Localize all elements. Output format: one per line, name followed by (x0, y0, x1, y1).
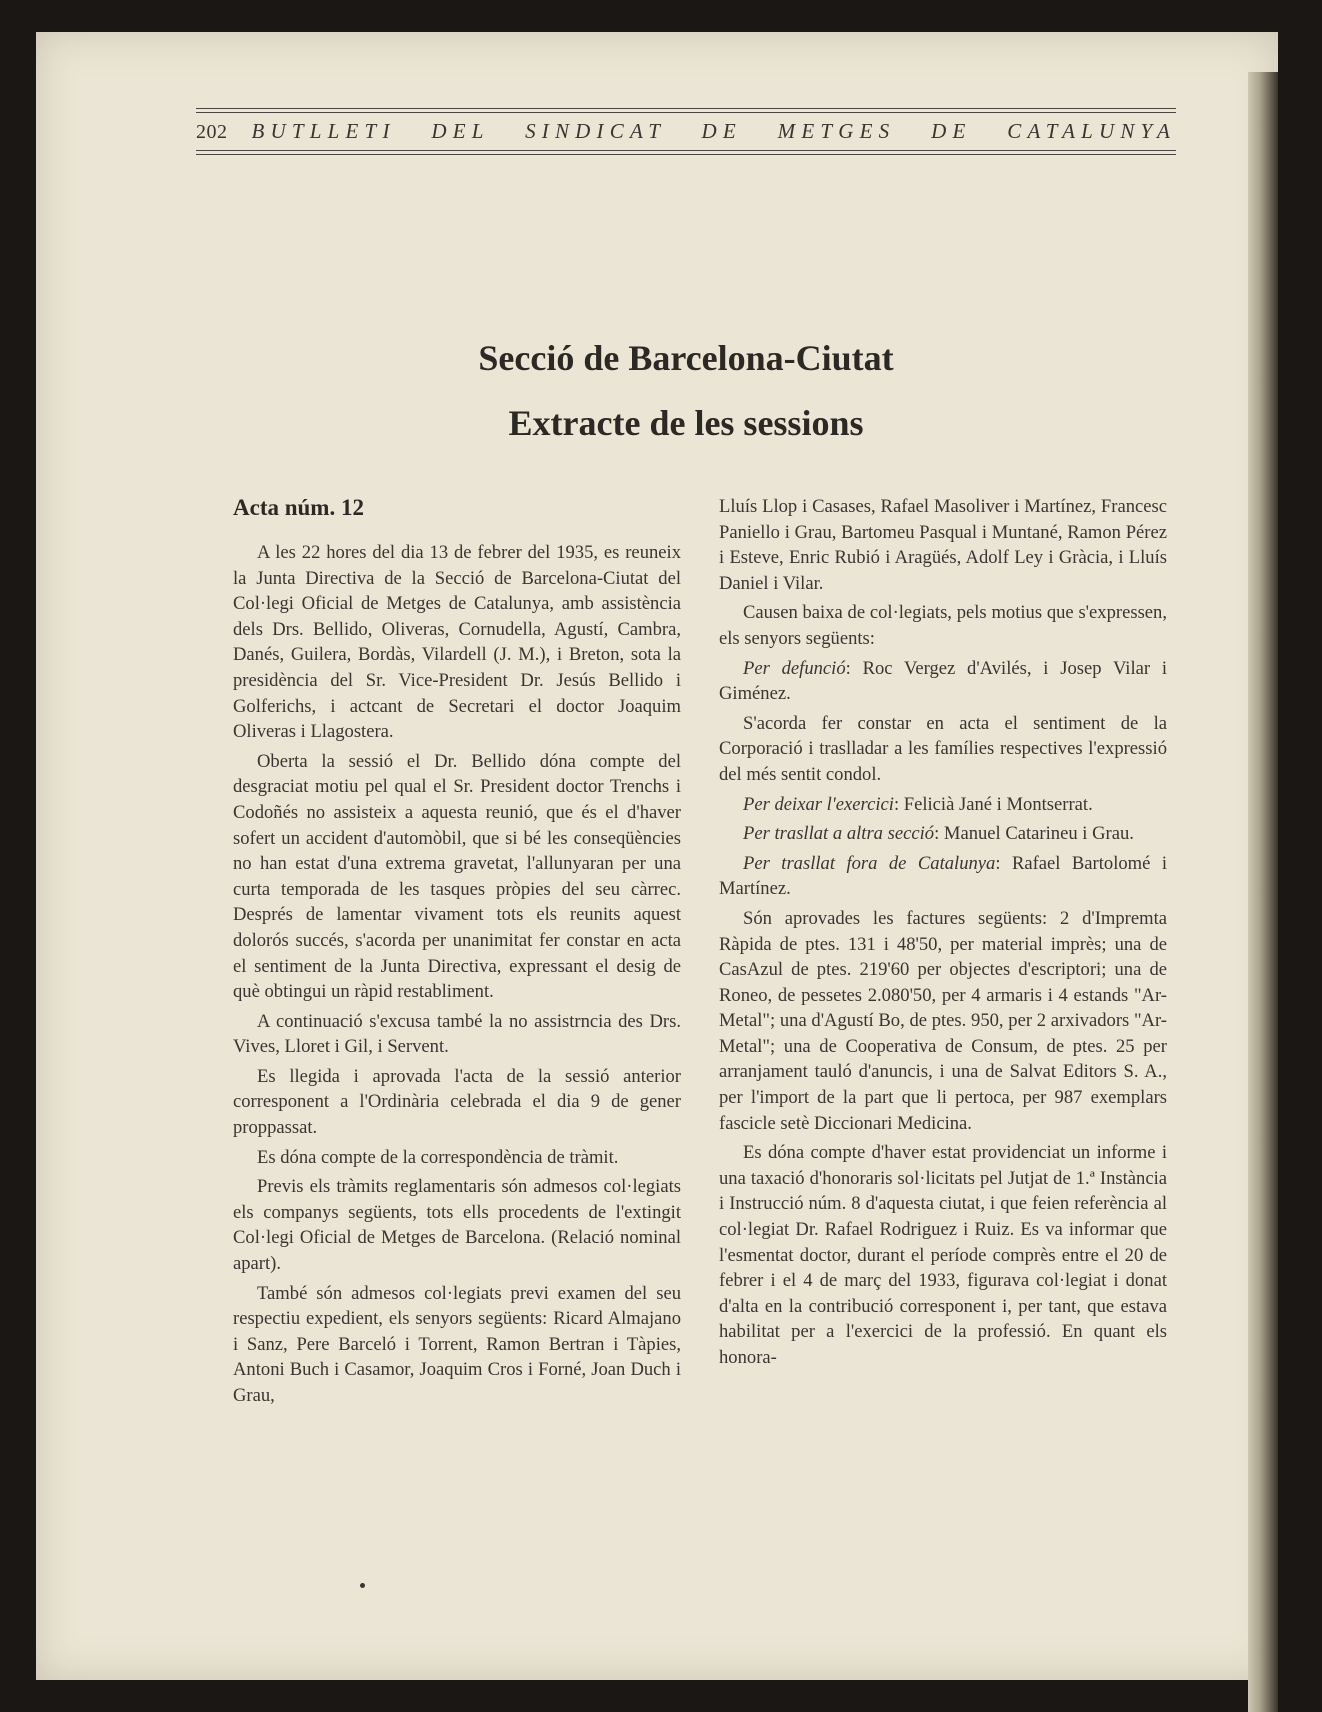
paragraph (719, 821, 1167, 847)
section-subtitle: Extracte de les sessions (508, 403, 864, 443)
header-rule (196, 150, 1176, 151)
paragraph-text: : Rafael Bartolomé i Martínez. (719, 852, 1167, 900)
acta-heading: Acta núm. 12 (233, 495, 364, 520)
italic-label: Per trasllat fora de Catalunya (743, 852, 996, 874)
paragraph: També són admesos col·legiats previ examen del seu respectiu expedient, els senyors següents: Ricard Almajano i Sanz, Pere Barceló i Torrent, Ramon Bertran i Tàpies, Antoni Buch i Casamor, Joaquim Cros i Forné, Joan Duch i Grau, (233, 1282, 681, 1406)
italic-label: Per defunció (743, 657, 846, 679)
header-rule (196, 154, 1176, 155)
paragraph (719, 792, 1167, 818)
page-number: 202 (196, 121, 228, 143)
paragraph: Són aprovades les factures següents: 2 d'Impremta Ràpida de ptes. 131 i 48'50, per material imprès; una de CasAzul de ptes. 219'60 per objectes d'escriptori; una de Roneo, de pessetes 2.080'50, per 4 armaris i 4 estands "Ar-Metal"; una d'Agustí Bo, de ptes. 950, per 2 arxivadors "Ar-Metal"; una de Cooperativa de Consum, de ptes. 25 per arranjament tauló d'anuncis, i una de Salvat Editors S. A., per l'import de la part que li pertoca, per 987 exemplars fascicle setè Diccionari Medicina. (719, 907, 1167, 1134)
paragraph: Lluís Llop i Casases, Rafael Masoliver i Martínez, Francesc Paniello i Grau, Bartomeu Pasqual i Muntané, Ramon Pérez i Esteve, Enric Rubió i Aragüés, Adolf Ley i Gràcia, i Lluís Daniel i Vilar. (719, 496, 1167, 594)
page-edge-shadow (1248, 72, 1278, 1712)
paragraph: Causen baixa de col·legiats, pels motius que s'expressen, els senyors següents: (719, 602, 1167, 649)
header-rule (196, 108, 1176, 109)
italic-label: Per trasllat a altra secció (743, 823, 935, 845)
paragraph: A les 22 hores del dia 13 de febrer del 1935, es reuneix la Junta Directiva de la Secció de Barcelona-Ciutat del Col·legi Oficial de Metges de Catalunya, amb assistència dels Drs. Bellido, Oliveras, Cornudella, Agustí, Cambra, Danés, Guilera, Bordàs, Vilardell (J. M.), i Breton, sota la presidència del Sr. Vice-President Dr. Jesús Bellido i Golferichs, i actcant de Secretari el doctor Joaquim Oliveras i Llagostera. (233, 542, 681, 743)
right-column (719, 494, 1167, 1375)
paragraph: Es dóna compte de la correspondència de tràmit. (257, 1146, 619, 1168)
paragraph: Es llegida i aprovada l'acta de la sessió anterior corresponent a l'Ordinària celebrada el dia 9 de gener proppassat. (233, 1065, 681, 1139)
paragraph: Previs els tràmits reglamentaris són admesos col·legiats els companys següents, tots ells procedents de l'extingit Col·legi Oficial de Metges de Barcelona. (Relació nominal apart). (233, 1176, 681, 1275)
paragraph-text: : Manuel Catarineu i Grau. (934, 823, 1134, 845)
paragraph: S'acorda fer constar en acta el sentiment de la Corporació i traslladar a les famílies respectives l'expressió del més sentit condol. (719, 712, 1167, 785)
left-column (233, 494, 681, 1413)
journal-title: BUTLLETI DEL SINDICAT DE METGES DE CATALUNYA (251, 119, 1176, 143)
paragraph-text: : Roc Vergez d'Avilés, i Josep Vilar i Giménez. (719, 657, 1167, 705)
paragraph-text: : Felicià Jané i Montserrat. (893, 793, 1093, 815)
running-header (196, 108, 1176, 155)
paragraph (719, 656, 1167, 707)
paragraph (719, 851, 1167, 902)
section-title: Secció de Barcelona-Ciutat (478, 338, 894, 378)
ink-dot (360, 1583, 365, 1588)
paragraph: Oberta la sessió el Dr. Bellido dóna compte del desgraciat motiu pel qual el Sr. President doctor Trenchs i Codoñés no assisteix a aquesta reunió, que és el d'haver sofert un accident d'automòbil, que si bé les conseqüències no han estat d'una extrema gravetat, l'allunyaran per una curta temporada de les tasques pròpies del seu càrrec. Després de lamentar vivament tots els reunits aquest dolorós succés, s'acorda per unanimitat fer constar en acta el sentiment de la Junta Directiva, expressant el desig de què obtingui un ràpid restabliment. (233, 750, 681, 1003)
paragraph: Es dóna compte d'haver estat providenciat un informe i una taxació d'honoraris sol·licitats pel Jutjat de 1.ª Instància i Instrucció núm. 8 d'aquesta ciutat, i que feien referència al col·legiat Dr. Rafael Rodriguez i Ruiz. Es va informar que l'esmentat doctor, durant el període comprès entre el 20 de febrer i el 4 de març del 1933, figurava col·legiat i donat d'alta en la contribució corresponent i, per tant, que estava habilitat per a l'exercici de la professió. En quant els honora- (719, 1142, 1167, 1368)
header-line (196, 113, 1176, 150)
italic-label: Per deixar l'exercici (743, 793, 894, 815)
paragraph: A continuació s'excusa també la no assistrncia des Drs. Vives, Lloret i Gil, i Servent. (233, 1010, 681, 1058)
